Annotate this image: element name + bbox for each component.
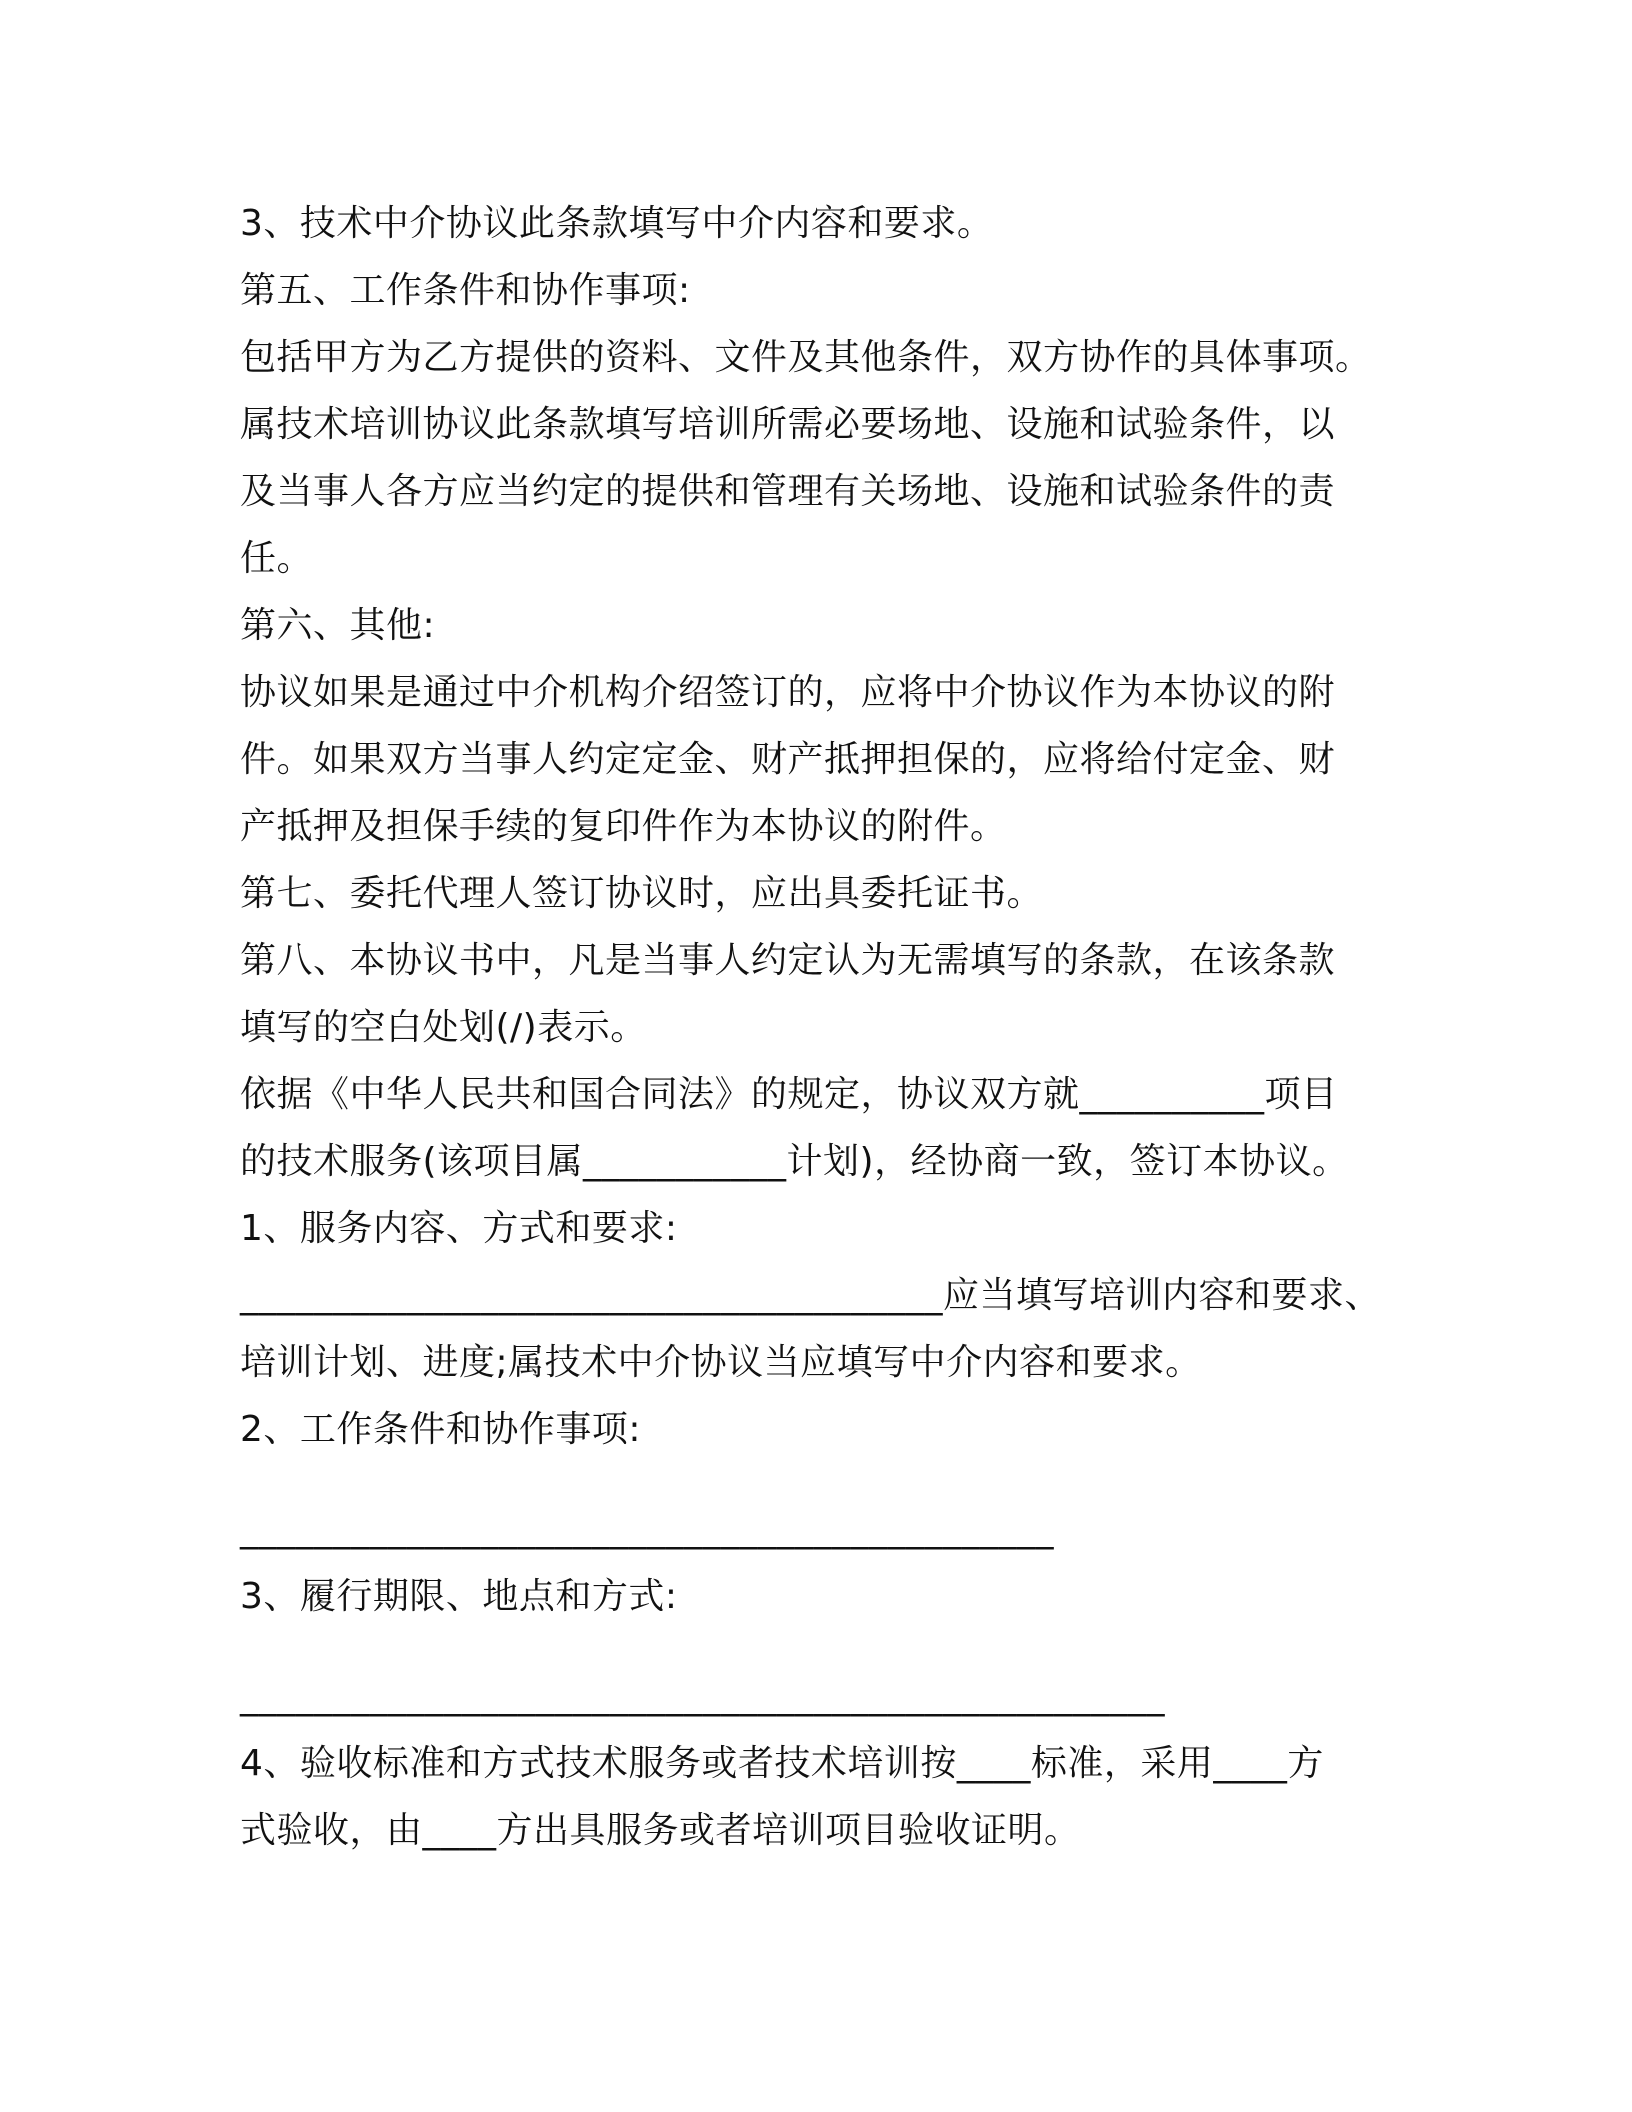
section-6-body-line-3: 产抵押及担保手续的复印件作为本协议的附件。: [240, 806, 1007, 847]
item-4-line-2: 式验收，由____方出具服务或者培训项目验收证明。: [240, 1810, 1081, 1851]
section-8-line-1: 第八、本协议书中，凡是当事人约定认为无需填写的条款，在该条款: [240, 940, 1336, 981]
document-page: [240, 190, 1410, 1864]
section-6-body-line-2: 件。如果双方当事人约定定金、财产抵押担保的，应将给付定金、财: [240, 739, 1336, 780]
preamble-line-1: 依据《中华人民共和国合同法》的规定，协议双方就__________项目: [240, 1074, 1338, 1115]
item-1-blank-line: ______________________________________应当填写培训内容和要求、: [240, 1275, 1382, 1316]
item-2-blank-line: ____________________________________________: [240, 1509, 1054, 1550]
item-2-heading: 2、工作条件和协作事项:: [240, 1409, 642, 1450]
item-3-heading: 3、履行期限、地点和方式:: [240, 1576, 678, 1617]
spacer: [240, 1630, 1410, 1663]
section-5-body-line-4: 任。: [240, 538, 314, 579]
clause-3-mediation: 3、技术中介协议此条款填写中介内容和要求。: [240, 203, 994, 244]
section-5-body-line-2: 属技术培训协议此条款填写培训所需必要场地、设施和试验条件，以: [240, 404, 1336, 445]
section-5-body-line-3: 及当事人各方应当约定的提供和管理有关场地、设施和试验条件的责: [240, 471, 1336, 512]
section-8-line-2: 填写的空白处划(/)表示。: [240, 1007, 647, 1048]
item-4-line-1: 4、验收标准和方式技术服务或者技术培训按____标准，采用____方: [240, 1743, 1324, 1784]
section-6-heading: 第六、其他:: [240, 605, 436, 646]
section-7: 第七、委托代理人签订协议时，应出具委托证书。: [240, 873, 1044, 914]
item-3-blank-line: __________________________________________________: [240, 1676, 1165, 1717]
section-5-heading: 第五、工作条件和协作事项:: [240, 270, 691, 311]
section-5-body-line-1: 包括甲方为乙方提供的资料、文件及其他条件，双方协作的具体事项。: [240, 337, 1372, 378]
section-6-body-line-1: 协议如果是通过中介机构介绍签订的，应将中介协议作为本协议的附: [240, 672, 1336, 713]
item-1-heading: 1、服务内容、方式和要求:: [240, 1208, 678, 1249]
item-1-body: 培训计划、进度;属技术中介协议当应填写中介内容和要求。: [240, 1342, 1202, 1383]
preamble-line-2: 的技术服务(该项目属___________计划)，经协商一致，签订本协议。: [240, 1141, 1349, 1182]
spacer: [240, 1463, 1410, 1496]
